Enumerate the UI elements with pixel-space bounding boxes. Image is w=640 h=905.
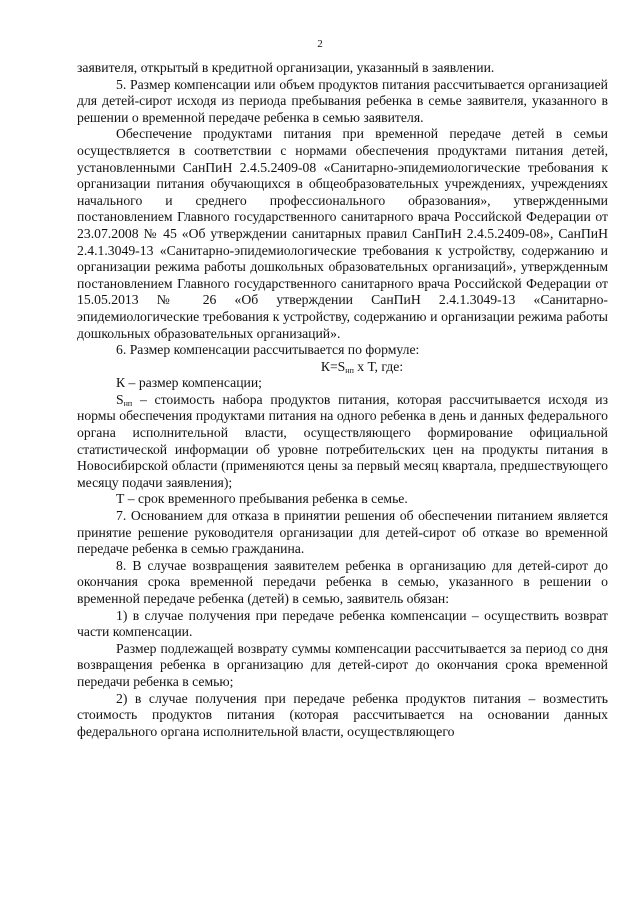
paragraph-item-7: 7. Основанием для отказа в принятии решения об обеспечении питанием является принятие решение руководителя организации для детей-сирот об отказе во временной передаче ребенка в семью гражданина. (77, 508, 608, 557)
formula-lead: К=S (320, 358, 346, 374)
paragraph-item-8-1-amount: Размер подлежащей возврату суммы компенсации рассчитывается за период со дня возвращения ребенка в организацию для детей-сирот до окончания срока временной передачи ребенка в семью; (77, 640, 608, 689)
definition-t: Т – срок временного пребывания ребенка в семье. (116, 491, 408, 507)
compensation-formula (77, 359, 608, 376)
formula-subscript: нп (345, 365, 354, 375)
document-body (77, 60, 608, 740)
paragraph-item-5: 5. Размер компенсации или объем продуктов питания рассчитывается организацией для детей-сирот исходя из периода пребывания ребенка в семье заявителя, указанного в решении о временной передаче ребенка в семью заявителя. (77, 76, 608, 125)
definition-s-subscript: нп (123, 398, 133, 408)
paragraph-continuation: заявителя, открытый в кредитной организации, указанный в заявлении. (77, 60, 495, 75)
paragraph-item-8-2: 2) в случае получения при передаче ребенка продуктов питания – возместить стоимость продуктов питания (которая рассчитывается на основании данных федерального органа исполнительной власти, осуществляющего (77, 690, 608, 739)
paragraph-item-8-1: 1) в случае получения при передаче ребенка компенсации – осуществить возврат части компенсации. (77, 607, 608, 640)
definition-s-text: – стоимость набора продуктов питания, которая рассчитывается исходя из нормы обеспечения продуктами питания на одного ребенка в день и данных федерального органа исполнительной власти, осуществляющего формирование официальной статистической информации об уровне потребительских цен на продукты питания в Новосибирской области (применяются цены за первый месяц квартала, предшествующего месяцу подачи заявления); (77, 391, 608, 490)
definition-s (77, 392, 608, 492)
definition-s-symbol: S (116, 391, 124, 407)
formula-tail: х Т, где: (353, 358, 404, 374)
paragraph-item-6: 6. Размер компенсации рассчитывается по формуле: (116, 342, 420, 358)
paragraph-item-8: 8. В случае возвращения заявителем ребенка в организацию для детей-сирот до окончания срока временной передачи ребенка в семью, указанного в решении о временной передаче ребенка (детей) в семью, заявитель обязан: (77, 557, 608, 606)
page-number: 2 (317, 38, 323, 50)
definition-k: К – размер компенсации; (116, 375, 262, 391)
paragraph-food-provision: Обеспечение продуктами питания при временной передаче детей в семьи осуществляется в соответствии с нормами обеспечения продуктами питания детей, установленными СанПиН 2.4.5.2409-08 «Санитарно-эпидемиологические требования к организации питания обучающихся в общеобразовательных учреждениях, учреждениях начального и среднего профессионального образования», утвержденными постановлением Главного государственного санитарного врача Российской Федерации от 23.07.2008 № 45 «Об утверждении санитарных правил СанПиН 2.4.5.2409-08», СанПиН 2.4.1.3049-13 «Санитарно-эпидемиологические требования к устройству, содержанию и организации режима работы дошкольных образовательных организаций», утвержденным постановлением Главного государственного санитарного врача Российской Федерации от 15.05.2013 № 26 «Об утверждении СанПиН 2.4.1.3049-13 «Санитарно-эпидемиологические требования к устройству, содержанию и организации режима работы дошкольных образовательных организаций». (77, 126, 608, 341)
